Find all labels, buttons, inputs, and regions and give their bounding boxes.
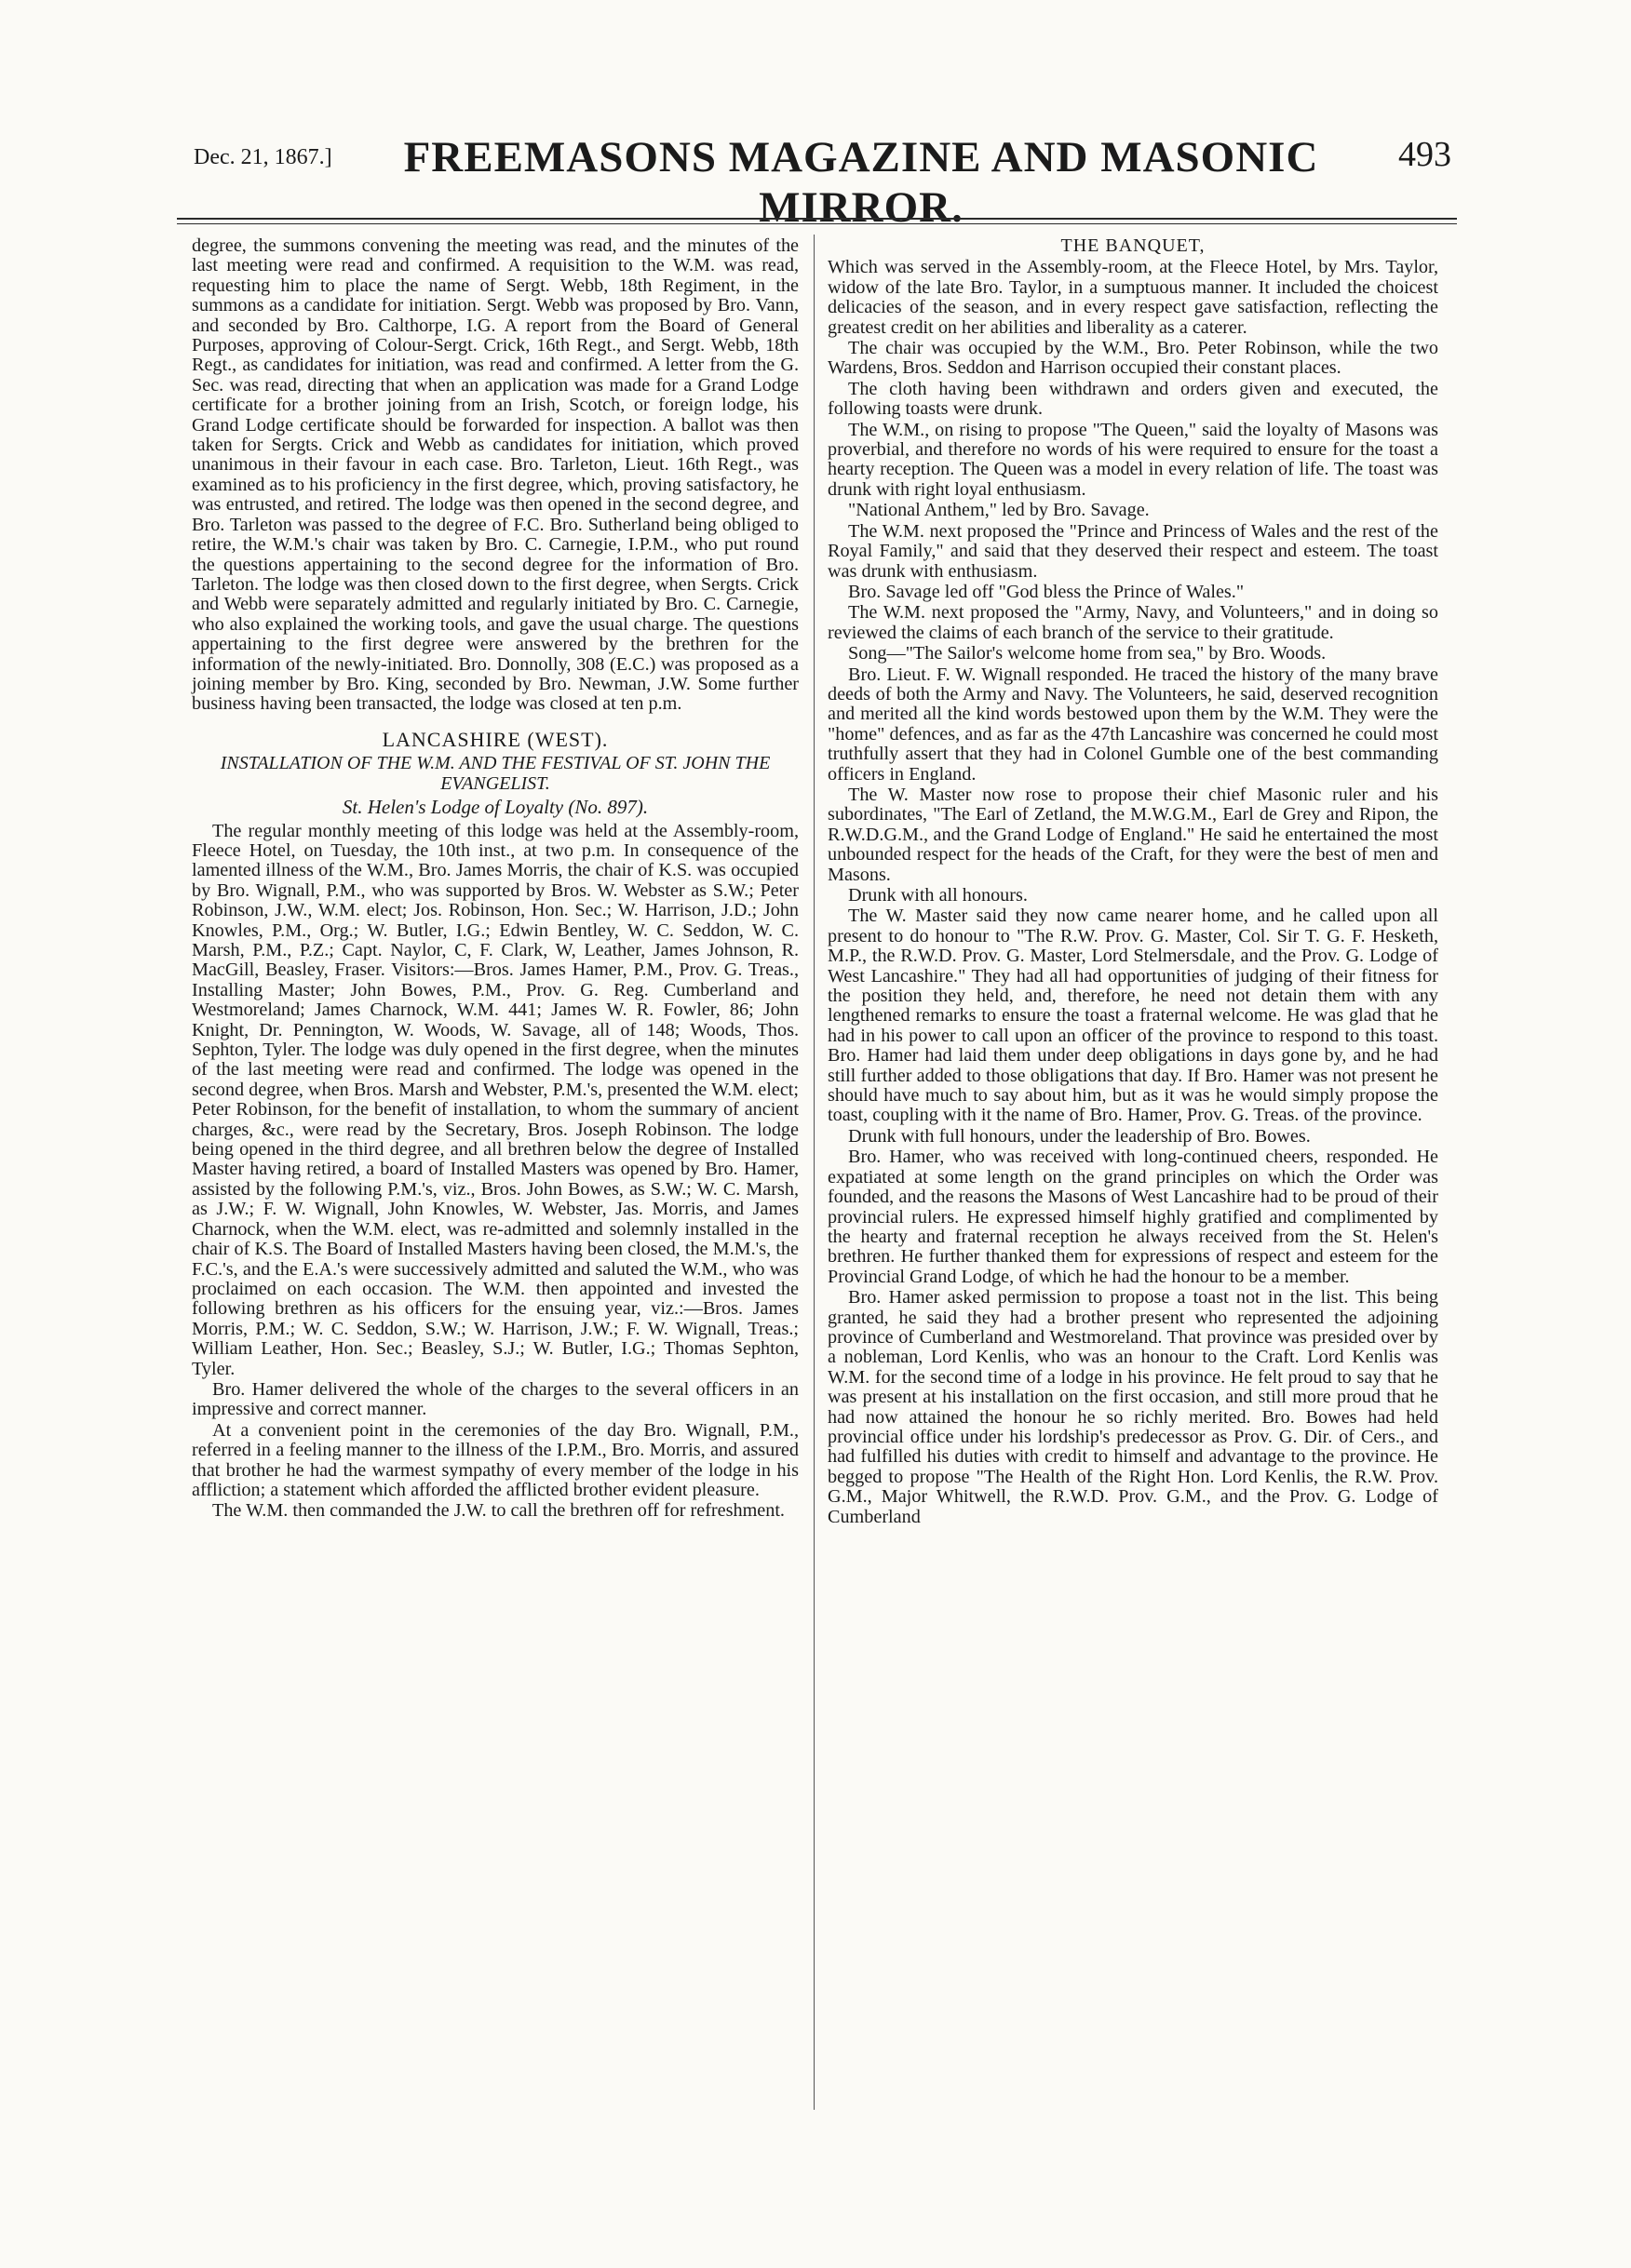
column-divider (814, 235, 815, 2110)
article-paragraph: Bro. Hamer, who was received with long-continued cheers, responded. He expatiated at some length on the grand principles on which the Order was founded, and the reasons the Masons of West Lancashire had to be proud of their provincial rulers. He expressed himself highly gratified and complimented by the hearty and fraternal reception he always received from the St. Helen's brethren. He further thanked them for expressions of respect and esteem for the Provincial Grand Lodge, of which he had the honour to be a member. (828, 1147, 1438, 1287)
header-rule (177, 218, 1457, 220)
article-paragraph: Song—"The Sailor's welcome home from sea," by Bro. Woods. (848, 643, 1327, 664)
article-paragraph: The W. Master now rose to propose their chief Masonic ruler and his subordinates, "The Earl of Zetland, the M.W.G.M., Earl de Grey and Ripon, the R.W.D.G.M., and the Grand Lodge of England." He said he entertained the most unbounded respect for the heads of the Craft, for they were the best of men and Masons. (828, 784, 1438, 885)
issue-date: Dec. 21, 1867.] (194, 145, 332, 169)
lodge-heading: St. Helen's Lodge of Loyalty (No. 897). (342, 796, 649, 819)
banquet-heading: THE BANQUET, (1060, 235, 1206, 256)
article-paragraph: The W. Master said they now came nearer home, and he called upon all present to do honour to "The R.W. Prov. G. Master, Col. Sir T. G. F. Hesketh, M.P., the R.W.D. Prov. G. Master, Lord Stelmersdale, and the Prov. G. Lodge of West Lancashire." They had all had opportunities of judging of their fitness for the position they held, and, therefore, he need not detain them with any lengthened remarks to ensure the toast a fraternal welcome. He was glad that he had in his power to call upon an officer of the province to respond to this toast. Bro. Hamer had laid them under deep obligations in days gone by, and he had still further added to those obligations that day. If Bro. Hamer was not present he should have much to say about him, but as it was he would simply propose the toast, coupling with it the name of Bro. Hamer, Prov. G. Treas. of the province. (828, 906, 1438, 1126)
article-paragraph: The regular monthly meeting of this lodge was held at the Assembly-room, Fleece Hotel, on Tuesday, the 10th inst., at two p.m. In consequence of the lamented illness of the W.M., Bro. James Morris, the chair of K.S. was occupied by Bro. Wignall, P.M., who was supported by Bros. W. Webster as S.W.; Peter Robinson, J.W., W.M. elect; Jos. Robinson, Hon. Sec.; W. Harrison, J.D.; John Knowles, P.M., Org.; W. Butler, I.G.; Edwin Bentley, W. C. Seddon, W. C. Marsh, P.M., P.Z.; Capt. Naylor, C, F. Clark, W, Leather, James Johnson, R. MacGill, Beasley, Fraser. Visitors:—Bros. James Hamer, P.M., Prov. G. Treas., Installing Master; John Bowes, P.M., Prov. G. Reg. Cumberland and Westmoreland; James Charnock, W.M. 441; James W. R. Fowler, 86; John Knight, Dr. Pennington, W. Woods, W. Savage, all of 148; Woods, Thos. Sephton, Tyler. The lodge was duly opened in the first degree, when the minutes of the last meeting were read and confirmed. The lodge was opened in the second degree, when Bros. Marsh and Webster, P.M.'s, presented the W.M. elect; Peter Robinson, for the benefit of installation, to whom the summary of ancient charges, &c., were read by the Secretary, Bros. Joseph Robinson. The lodge being opened in the third degree, and all brethren below the degree of Installed Master having retired, a board of Installed Masters was opened by Bro. Hamer, assisted by the following P.M.'s, viz., Bros. John Bowes, as S.W.; W. C. Marsh, as J.W.; F. W. Wignall, John Knowles, W. Webster, Jas. Morris, and James Charnock, when the W.M. elect, was re-admitted and solemnly installed in the chair of K.S. The Board of Installed Masters having been closed, the M.M.'s, the F.C.'s, and the E.A.'s were successively admitted and saluted the W.M., who was proclaimed on each occasion. The W.M. then appointed and invested the following brethren as his officers for the ensuing year, viz.:—Bros. James Morris, P.M.; W. C. Seddon, S.W.; W. Harrison, J.W.; F. W. Wignall, Treas.; William Leather, Hon. Sec.; Beasley, S.J.; W. Butler, I.G.; Thomas Sephton, Tyler. (192, 820, 799, 1379)
left-column (192, 236, 799, 1523)
banquet-heading-row (828, 236, 1438, 256)
section-subheading: INSTALLATION OF THE W.M. AND THE FESTIVAL OF ST. JOHN THE EVANGELIST. (220, 753, 771, 795)
article-paragraph: At a convenient point in the ceremonies of the day Bro. Wignall, P.M., referred in a feeling manner to the illness of the I.P.M., Bro. Morris, and assured that brother he had the warmest sympathy of every member of the lodge in his affliction; a statement which afforded the afflicted brother evident pleasure. (192, 1419, 799, 1500)
article-paragraph: Bro. Savage led off "God bless the Prince of Wales." (848, 581, 1245, 602)
right-column (828, 236, 1438, 1528)
article-paragraph: The W.M. next proposed the "Prince and Princess of Wales and the rest of the Royal Family," and said that they deserved their respect and esteem. The toast was drunk with enthusiasm. (828, 520, 1438, 582)
section-heading: LANCASHIRE (WEST). (382, 727, 609, 751)
article-paragraph: The W.M., on rising to propose "The Queen," said the loyalty of Masons was proverbial, and therefore no words of his were required to ensure for the toast a hearty reception. The Queen was a model in every relation of life. The toast was drunk with right loyal enthusiasm. (828, 419, 1438, 500)
article-paragraph: Bro. Hamer delivered the whole of the charges to the several officers in an impressive and correct manner. (192, 1378, 799, 1420)
article-paragraph: Drunk with full honours, under the leadership of Bro. Bowes. (848, 1125, 1311, 1147)
article-paragraph: The chair was occupied by the W.M., Bro. Peter Robinson, while the two Wardens, Bros. Seddon and Harrison occupied their constant places. (828, 338, 1438, 379)
publication-title: FREEMASONS MAGAZINE AND MASONIC MIRROR. (403, 133, 1319, 232)
article-paragraph: Which was served in the Assembly-room, at the Fleece Hotel, by Mrs. Taylor, widow of the late Bro. Taylor, in a sumptuous manner. It included the choicest delicacies of the season, and in every respect gave satisfaction, reflecting the greatest credit on her abilities and liberality as a caterer. (828, 257, 1438, 338)
page-header (177, 125, 1457, 232)
header-rule-thin (177, 223, 1457, 224)
article-paragraph: Drunk with all honours. (848, 885, 1028, 906)
article-paragraph: The cloth having been withdrawn and orders given and executed, the following toasts were drunk. (828, 378, 1438, 420)
page-number: 493 (1398, 135, 1451, 174)
article-paragraph: Bro. Lieut. F. W. Wignall responded. He traced the history of the many brave deeds of both the Army and Navy. The Volunteers, he said, deserved recognition and merited all the kind words bestowed upon them by the W.M. They were the "home" defences, and as far as the 47th Lancashire was concerned he could most truthfully assert that they had in Colonel Gumble one of the best commanding officers in England. (828, 664, 1438, 785)
article-paragraph: The W.M. then commanded the J.W. to call the brethren off for refreshment. (212, 1500, 785, 1522)
intro-paragraph: degree, the summons convening the meeting was read, and the minutes of the last meeting were read and confirmed. A requisition to the W.M. was read, requesting him to place the name of Sergt. Webb, 18th Regiment, in the summons as a candidate for initiation. Sergt. Webb was proposed by Bro. Vann, and seconded by Bro. Calthorpe, I.G. A report from the Board of General Purposes, approving of Colour-Sergt. Crick, 16th Regt., and Sergt. Webb, 18th Regt., as candidates for initiation, was read and confirmed. A letter from the G. Sec. was read, directing that when an application was made for a Grand Lodge certificate for a brother joining from an Irish, Scotch, or foreign lodge, his Grand Lodge certificate should be forwarded for inspection. A ballot was then taken for Sergts. Crick and Webb as candidates for initiation, which proved unanimous in their favour in each case. Bro. Tarleton, Lieut. 16th Regt., was examined as to his proficiency in the first degree, which, proving satisfactory, he was entrusted, and retired. The lodge was then opened in the second degree, and Bro. Tarleton was passed to the degree of F.C. Bro. Sutherland being obliged to retire, the W.M.'s chair was taken by Bro. C. Carnegie, I.P.M., who put round the questions appertaining to the second degree for the information of Bro. Tarleton. The lodge was then closed down to the first degree, when Sergts. Crick and Webb were separately admitted and regularly initiated by Bro. C. Carnegie, who also explained the working tools, and gave the usual charge. The questions appertaining to the first degree were answered by the brethren for the information of the newly-initiated. Bro. Donnolly, 308 (E.C.) was proposed as a joining member by Bro. King, seconded by Bro. Newman, J.W. Some further business having been transacted, the lodge was closed at ten p.m. (192, 235, 799, 715)
article-paragraph: The W.M. next proposed the "Army, Navy, and Volunteers," and in doing so reviewed the claims of each branch of the service to their gratitude. (828, 602, 1438, 643)
article-paragraph: Bro. Hamer asked permission to propose a toast not in the list. This being granted, he said they had a brother present who represented the adjoining province of Cumberland and Westmoreland. That province was presided over by a nobleman, Lord Kenlis, who was an honour to the Craft. Lord Kenlis was W.M. for the second time of a lodge in his province. He felt proud to say that he was present at his installation on the first occasion, and still more proud that he had now attained the honour he so richly merited. Bro. Bowes had held provincial office under his lordship's predecessor as Prov. G. Dir. of Cers., and had fulfilled his duties with credit to himself and advantage to the province. He begged to propose "The Health of the Right Hon. Lord Kenlis, the R.W. Prov. G.M., Major Whitwell, the R.W.D. Prov. G.M., and the Prov. G. Lodge of Cumberland (828, 1287, 1438, 1527)
article-paragraph: "National Anthem," led by Bro. Savage. (848, 500, 1150, 521)
